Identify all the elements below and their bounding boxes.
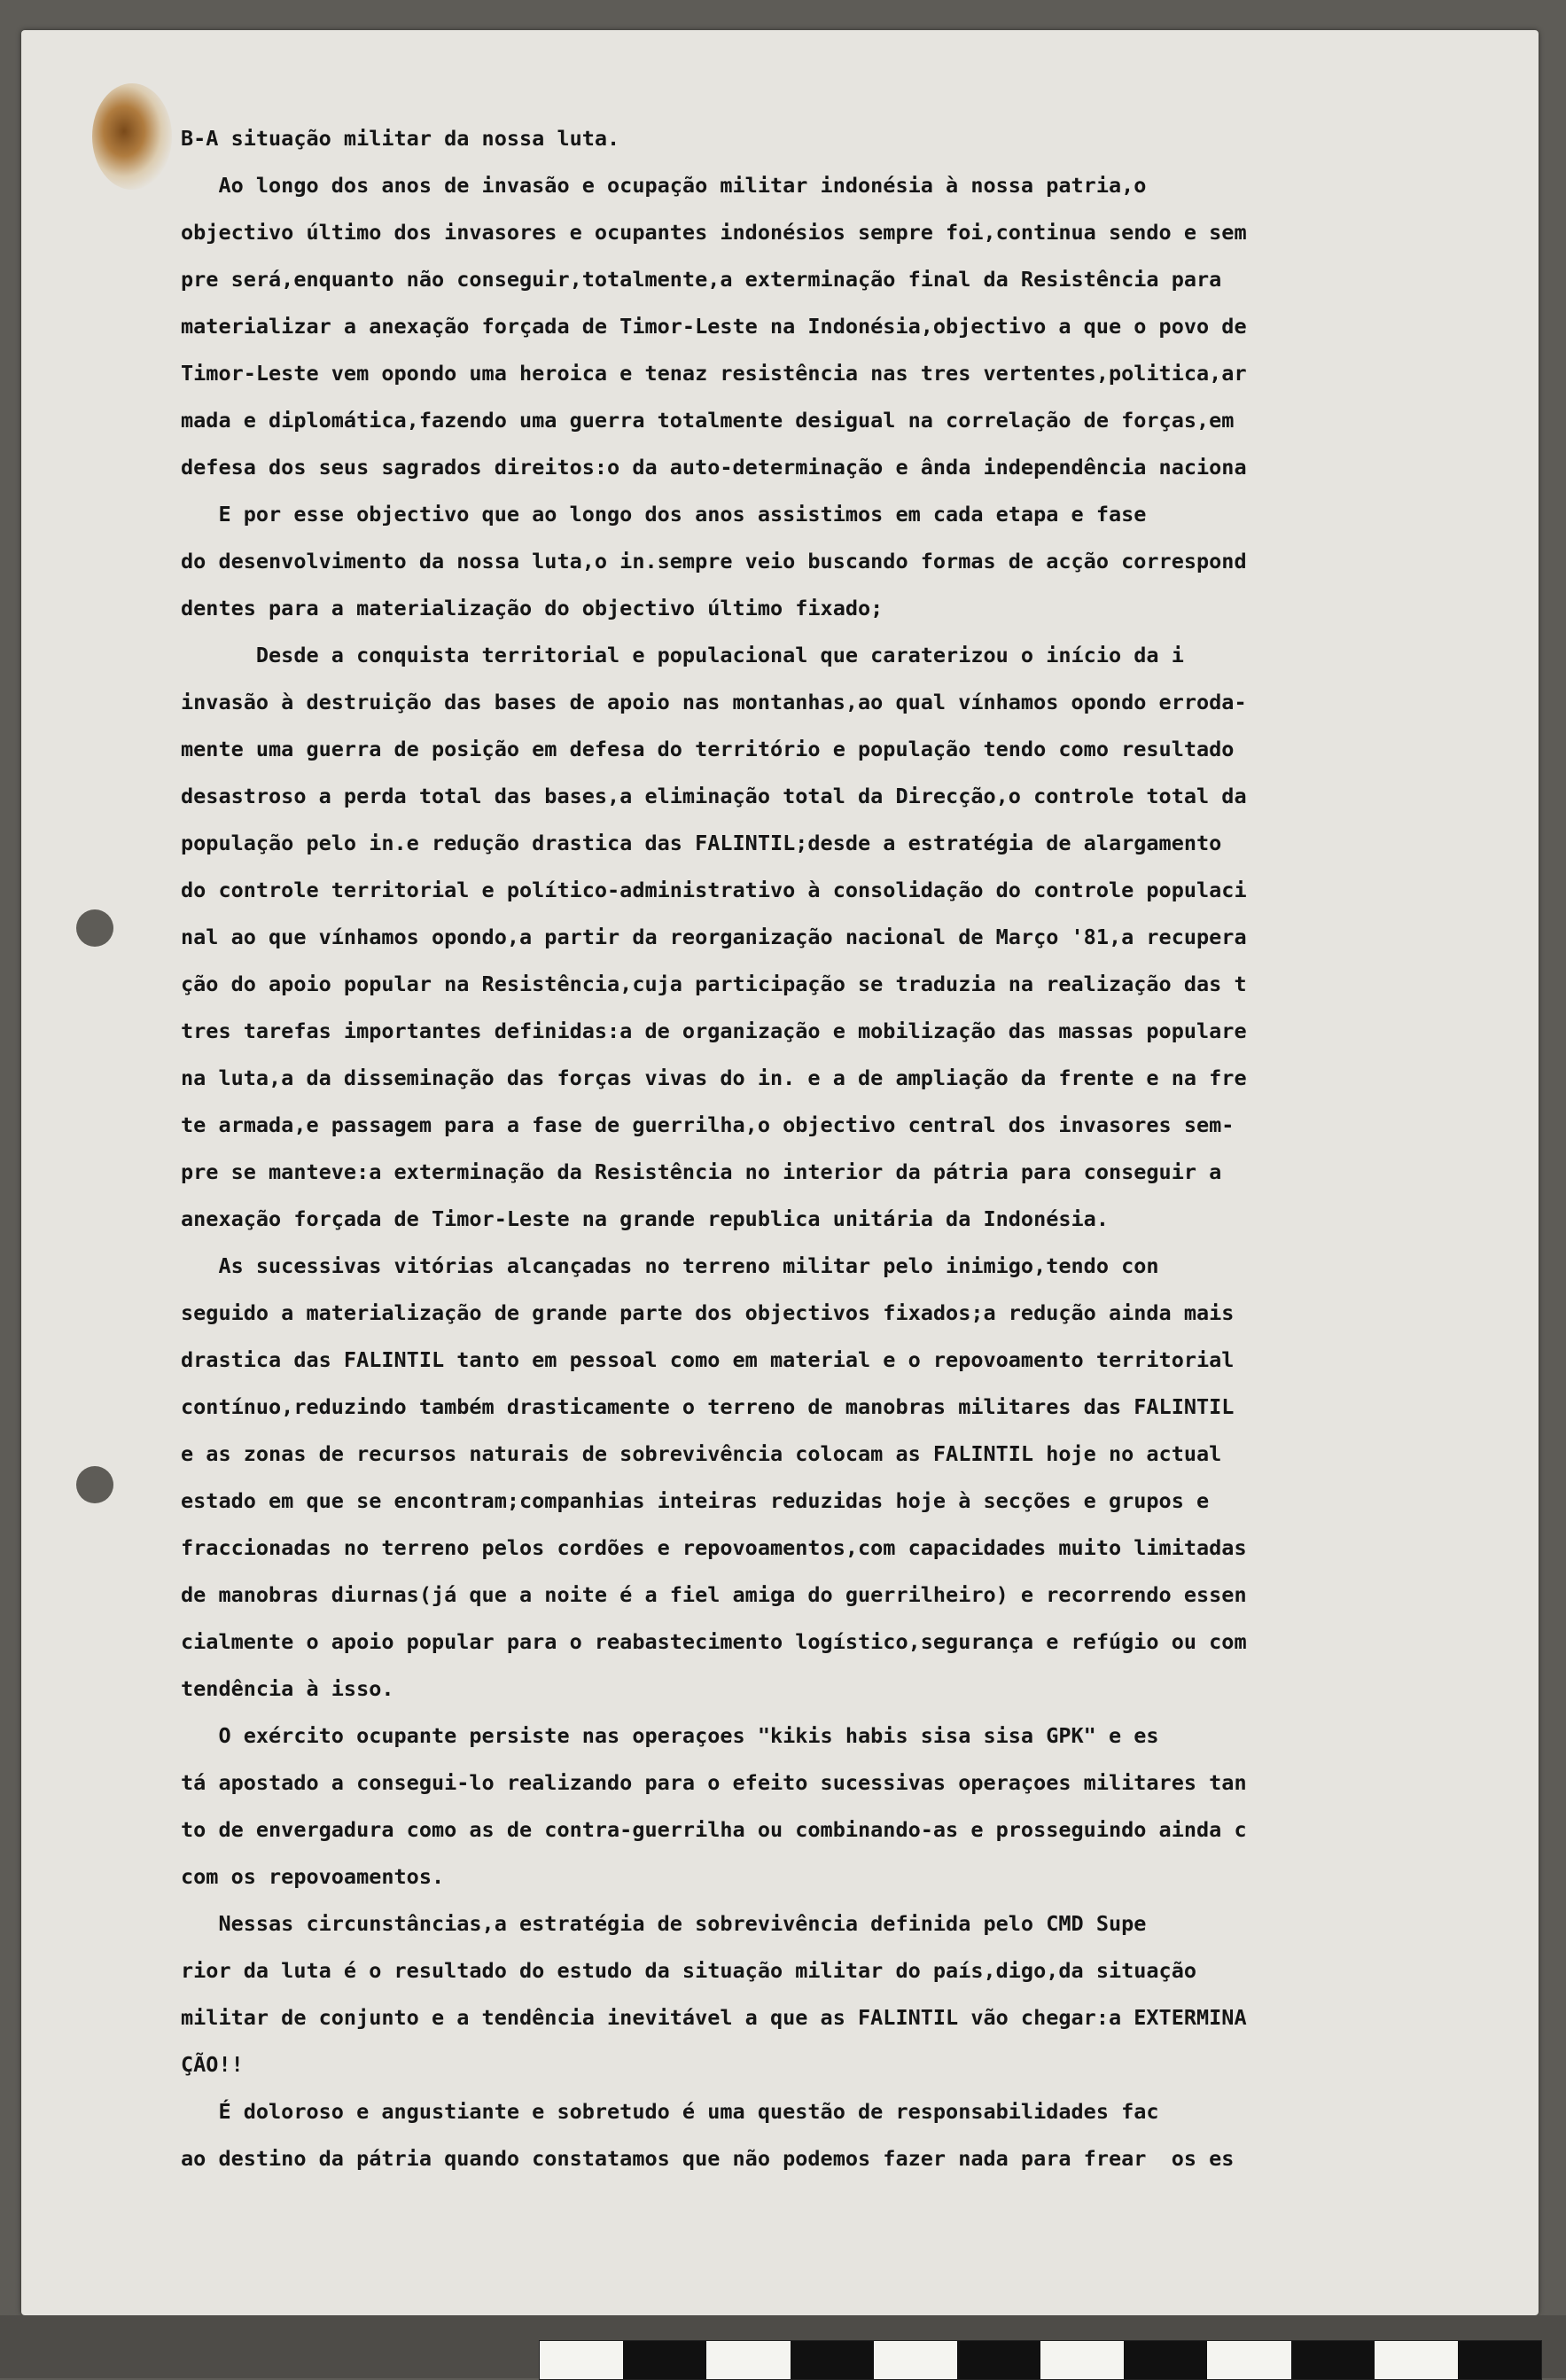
- scale-segment: [540, 2341, 623, 2379]
- text-line: Ao longo dos anos de invasão e ocupação militar indonésia à nossa patria,o: [181, 173, 1147, 198]
- text-line: invasão à destruição das bases de apoio nas montanhas,ao qual vínhamos opondo erroda-: [181, 690, 1247, 714]
- text-line: É doloroso e angustiante e sobretudo é uma questão de responsabilidades fac: [181, 2099, 1159, 2124]
- scale-segment: [957, 2341, 1040, 2379]
- text-line: Nessas circunstâncias,a estratégia de sobrevivência definida pelo CMD Supe: [181, 1911, 1147, 1936]
- scale-segment: [623, 2341, 706, 2379]
- text-line: te armada,e passagem para a fase de guerrilha,o objectivo central dos invasores sem-: [181, 1112, 1235, 1137]
- text-line: dentes para a materialização do objectivo último fixado;: [181, 596, 884, 620]
- text-line: na luta,a da disseminação das forças vivas do in. e a de ampliação da frente e na fre: [181, 1065, 1247, 1090]
- scale-segment: [1207, 2341, 1290, 2379]
- text-line: drastica das FALINTIL tanto em pessoal como em material e o repovoamento territorial: [181, 1347, 1235, 1372]
- typed-text-block: [181, 115, 1466, 2182]
- text-line: militar de conjunto e a tendência inevitável a que as FALINTIL vão chegar:a EXTERMINA: [181, 2005, 1247, 2030]
- text-line: Timor-Leste vem opondo uma heroica e tenaz resistência nas tres vertentes,politica,ar: [181, 361, 1247, 386]
- text-line: objectivo último dos invasores e ocupantes indonésios sempre foi,continua sendo e sem: [181, 220, 1247, 245]
- text-line: de manobras diurnas(já que a noite é a fiel amiga do guerrilheiro) e recorrendo essen: [181, 1582, 1247, 1607]
- text-line: tendência à isso.: [181, 1676, 394, 1701]
- text-line: do desenvolvimento da nossa luta,o in.sempre veio buscando formas de acção correspond: [181, 549, 1247, 574]
- text-line: do controle territorial e político-administrativo à consolidação do controle populaci: [181, 878, 1247, 902]
- text-line: ÇÃO!!: [181, 2052, 244, 2077]
- text-line: com os repovoamentos.: [181, 1864, 445, 1889]
- scale-segment: [1458, 2341, 1541, 2379]
- text-line: cialmente o apoio popular para o reabastecimento logístico,segurança e refúgio ou com: [181, 1629, 1247, 1654]
- text-line: anexação forçada de Timor-Leste na grande republica unitária da Indonésia.: [181, 1206, 1109, 1231]
- text-line: B-A situação militar da nossa luta.: [181, 126, 620, 151]
- document-page: [21, 30, 1539, 2315]
- text-line: ção do apoio popular na Resistência,cuja participação se traduzia na realização das t: [181, 972, 1247, 996]
- text-line: mada e diplomática,fazendo uma guerra totalmente desigual na correlação de forças,em: [181, 408, 1235, 433]
- text-line: mente uma guerra de posição em defesa do território e população tendo como resultado: [181, 737, 1235, 761]
- scale-segment: [791, 2341, 874, 2379]
- text-line: fraccionadas no terreno pelos cordões e repovoamentos,com capacidades muito limitadas: [181, 1535, 1247, 1560]
- text-line: contínuo,reduzindo também drasticamente o terreno de manobras militares das FALINTIL: [181, 1394, 1235, 1419]
- scale-segment: [1375, 2341, 1458, 2379]
- text-line: defesa dos seus sagrados direitos:o da auto-determinação e ânda independência naciona: [181, 455, 1247, 480]
- text-line: tres tarefas importantes definidas:a de organização e mobilização das massas populare: [181, 1018, 1247, 1043]
- scale-segment: [1291, 2341, 1375, 2379]
- text-line: materializar a anexação forçada de Timor-Leste na Indonésia,objectivo a que o povo de: [181, 314, 1247, 339]
- color-calibration-scale: [539, 2340, 1542, 2380]
- text-line: ao destino da pátria quando constatamos que não podemos fazer nada para frear os es: [181, 2146, 1235, 2171]
- text-line: desastroso a perda total das bases,a eliminação total da Direcção,o controle total da: [181, 784, 1247, 808]
- text-line: O exército ocupante persiste nas operaçoes "kikis habis sisa sisa GPK" e es: [181, 1723, 1159, 1748]
- stain-mark: [92, 83, 172, 190]
- text-line: seguido a materialização de grande parte dos objectivos fixados;a redução ainda mais: [181, 1300, 1235, 1325]
- text-line: E por esse objectivo que ao longo dos anos assistimos em cada etapa e fase: [181, 502, 1147, 527]
- text-line: pre será,enquanto não conseguir,totalmente,a exterminação final da Resistência para: [181, 267, 1222, 292]
- scale-segment: [874, 2341, 957, 2379]
- scale-segment: [706, 2341, 790, 2379]
- scale-segment: [1040, 2341, 1124, 2379]
- text-line: nal ao que vínhamos opondo,a partir da reorganização nacional de Março '81,a recupera: [181, 925, 1247, 949]
- text-line: tá apostado a consegui-lo realizando para o efeito sucessivas operaçoes militares tan: [181, 1770, 1247, 1795]
- text-line: e as zonas de recursos naturais de sobrevivência colocam as FALINTIL hoje no actual: [181, 1441, 1222, 1466]
- text-line: Desde a conquista territorial e populacional que caraterizou o início da i: [181, 643, 1184, 667]
- scale-segment: [1124, 2341, 1207, 2379]
- text-line: As sucessivas vitórias alcançadas no terreno militar pelo inimigo,tendo con: [181, 1253, 1159, 1278]
- text-line: rior da luta é o resultado do estudo da situação militar do país,digo,da situação: [181, 1958, 1197, 1983]
- text-line: to de envergadura como as de contra-guerrilha ou combinando-as e prosseguindo ainda c: [181, 1817, 1247, 1842]
- text-line: estado em que se encontram;companhias inteiras reduzidas hoje à secções e grupos e: [181, 1488, 1210, 1513]
- text-line: população pelo in.e redução drastica das FALINTIL;desde a estratégia de alargamento: [181, 831, 1222, 855]
- punch-hole: [76, 909, 113, 947]
- text-line: pre se manteve:a exterminação da Resistência no interior da pátria para conseguir a: [181, 1159, 1222, 1184]
- punch-hole: [76, 1466, 113, 1503]
